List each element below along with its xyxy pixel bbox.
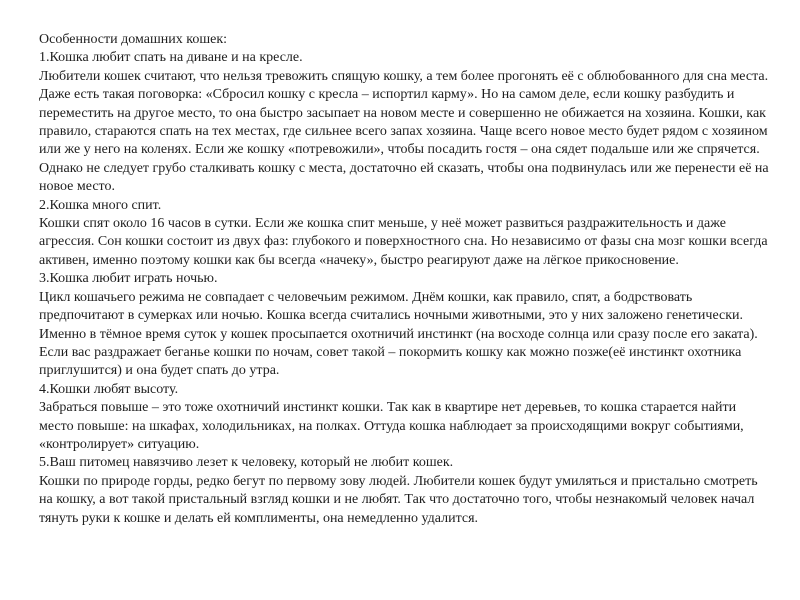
section-body-3: Цикл кошачьего режима не совпадает с человечьим режимом. Днём кошки, как правило, спят, а бодрствовать предпочитают в сумерках или ночью. Кошка всегда считались ночными животными, это у них заложено генетически. Именно в тёмное время суток у кошек просыпается охотничий инстинкт (на восходе солнца или сразу после его заката). Если вас раздражает беганье кошки по ночам, совет такой – покормить кошку как можно позже(её инстинкт охотника приглушится) и она будет спать до утра. [39,289,758,379]
section-heading-2: 2.Кошка много спит. [39,197,162,213]
document-title: Особенности домашних кошек: [39,32,228,47]
section-body-2: Кошки спят около 16 часов в сутки. Если же кошка спит меньше, у неё может развиться раздражительность и даже агрессия. Сон кошки состоит из двух фаз: глубокого и поверхностного сна. Но независимо от фазы сна мозг кошки всегда активен, именно поэтому кошки как бы всегда «начеку», быстро реагируют даже на лёгкое прикосновение. [39,216,768,268]
section-heading-1: 1.Кошка любит спать на диване и на кресле. [39,50,303,66]
section-body-4: Забраться повыше – это тоже охотничий инстинкт кошки. Так как в квартире нет деревьев, то кошка старается найти место повыше: на шкафах, холодильниках, на полках. Оттуда кошка наблюдает за происходящими вокруг событиями, «контролирует» ситуацию. [39,400,744,452]
section-heading-4: 4.Кошки любят высоту. [39,381,179,397]
section-heading-3: 3.Кошка любит играть ночью. [39,271,218,287]
document [39,31,769,528]
section-body-5: Кошки по природе горды, редко бегут по первому зову людей. Любители кошек будут умиляться и пристально смотреть на кошку, а вот такой пристальный взгляд кошки и не любят. Так что достаточно того, чтобы незнакомый человек начал тянуть руки к кошке и делать ей комплименты, она немедленно удалится. [39,473,758,526]
section-heading-5: 5.Ваш питомец навязчиво лезет к человеку, который не любит кошек. [39,455,454,471]
section-body-1: Любители кошек считают, что нельзя тревожить спящую кошку, а тем более прогонять её с облюбованного для сна места. Даже есть такая поговорка: «Сбросил кошку с кресла – испортил карму». Но на самом деле, если кошку разбудить и переместить на другое место, то она быстро засыпает на новом месте и совершенно не обижается на хозяина. Кошки, как правило, стараются спать на тех местах, где сильнее всего запах хозяина. Чаще всего новое место будет рядом с хозяином или же у него на коленях. Если же кошку «потревожили», чтобы посадить гостя – она сядет подальше или же спрячется. Однако не следует грубо сталкивать кошку с места, достаточно ей сказать, чтобы она подвинулась или же перенести её на новое место. [39,68,769,195]
